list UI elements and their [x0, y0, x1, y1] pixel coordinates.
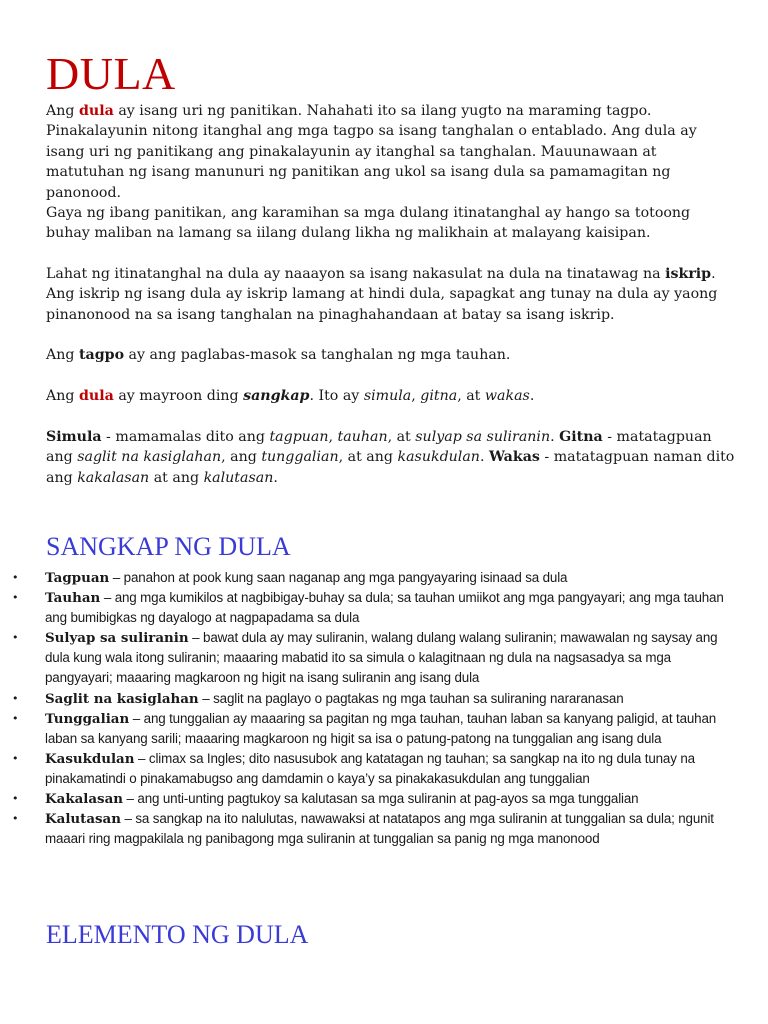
term-kasukdulan: kasukdulan — [397, 449, 480, 466]
list-item-desc: – ang unti-unting pagtukoy sa kalutasan sa mga suliranin at pag-ayos sa mga tunggalian — [122, 791, 639, 807]
list-item — [0, 628, 768, 688]
bullet-icon: • — [12, 571, 19, 584]
list-item — [0, 749, 768, 789]
bullet-icon: • — [12, 691, 19, 705]
paragraph-origin: Gaya ng ibang panitikan, ang karamihan sa mga dulang itinatanghal ay hango sa totoong buhay maliban na lamang sa iilang dulang likha ng malikhain at malayang kaisipan. — [46, 205, 691, 242]
list-item-term: Kakalasan — [45, 791, 123, 808]
paragraph-intro — [46, 101, 736, 203]
paragraph-text: , — [328, 429, 338, 445]
paragraph-text: . Ito ay — [309, 388, 364, 404]
paragraph-text: ay mayroon ding — [113, 388, 244, 404]
list-item-term: Tagpuan — [45, 570, 110, 586]
paragraph-text: ay isang uri ng panitikan. Nahahati ito sa ilang yugto na maraming tagpo. Pinakalayunin nitong itanghal ang mga tagpo sa isang tanghalan o entablado. Ang dula ay isang uri ng panitikang ang pinakalayunin ay itanghal sa tanghalan. Mauunawaan at matutuhan ng isang manunuri ng panitikan ang ukol sa isang dula sa pamamagitan ng panonood. — [46, 103, 697, 201]
paragraph-text: , at ang — [338, 449, 398, 466]
paragraph-text: - matatagpuan naman dito ang — [46, 449, 735, 486]
paragraph-text: ay ang paglabas-masok sa tanghalan ng mga tauhan. — [124, 347, 511, 363]
list-item-desc: – ang mga kumikilos at nagbibigay-buhay sa dula; sa tauhan umiikot ang mga pangyayari; ang mga tauhan ang bumibigkas ng dayalogo at nagpapadama sa dula — [45, 590, 724, 626]
list-item-term: Saglit na kasiglahan — [45, 690, 199, 707]
term-dula: dula — [78, 388, 114, 404]
paragraph-text: . Ang iskrip ng isang dula ay iskrip lamang at hindi dula, sapagkat ang tunay na dula ay yaong pinanonood na sa isang tanghalan na pinaghahandaan at batay sa isang iskrip. — [46, 266, 718, 323]
term-sulyap: sulyap sa suliranin — [415, 429, 551, 445]
bullet-icon: • — [12, 711, 19, 725]
paragraph-parts — [46, 427, 736, 488]
section-heading-sangkap: SANGKAP NG DULA — [46, 532, 291, 561]
paragraph-text: Ang — [46, 388, 79, 404]
sangkap-list — [0, 568, 768, 849]
list-item — [0, 588, 768, 628]
paragraph-text: . — [479, 449, 489, 466]
term-gitna: Gitna — [559, 429, 603, 445]
list-item — [0, 568, 768, 588]
list-item-term: Kasukdulan — [45, 750, 135, 767]
paragraph-text: , at — [387, 429, 416, 445]
bullet-icon: • — [12, 631, 19, 645]
paragraph-text: Ang — [46, 103, 79, 119]
list-item-desc: – bawat dula ay may suliranin, walang dulang walang suliranin; mawawalan ng saysay ang dula kung wala itong suliranin; maaaring mabatid ito sa simula o kalagitnaan ng dula na nagsasadya sa mga pangyayari; maaaring magkaroon ng higit na isang suliranin ang isang dula — [45, 630, 718, 686]
list-item-desc: – sa sangkap na ito nalulutas, nawawaksi at natatapos ang mga suliranin at tunggalian sa dula; ngunit maaari ring magpakilala ng panibagong mga suliranin at tunggalian sa panig ng mga manonood — [45, 811, 714, 847]
paragraph-text: , at — [457, 388, 485, 404]
list-item — [0, 709, 768, 749]
list-item-term: Tauhan — [45, 590, 101, 607]
paragraph-text: , — [411, 388, 421, 404]
paragraph-text: . — [273, 469, 278, 486]
term-wakas: wakas — [484, 388, 530, 404]
bullet-icon: • — [12, 812, 19, 826]
page-title: DULA — [46, 48, 176, 99]
term-simula: Simula — [46, 429, 102, 445]
term-tunggalian: tunggalian — [261, 449, 339, 466]
list-item-desc: – climax sa Ingles; dito nasusubok ang katatagan ng tauhan; sa sangkap na ito ng dula tunay na pinakamatindi o pinakamabugso ang damdamin o kaya’y sa pinakakasukdulan ang tunggalian — [45, 750, 695, 786]
term-kalutasan: kalutasan — [203, 469, 274, 486]
list-item-term: Kalutasan — [45, 811, 121, 828]
paragraph-tagpo — [46, 345, 736, 365]
paragraph-text: Ang — [46, 347, 79, 363]
bullet-icon: • — [12, 591, 19, 605]
list-item-desc: – ang tunggalian ay maaaring sa pagitan ng mga tauhan, tauhan laban sa kanyang paligid, at tauhan laban sa kanyang sarili; maaaring magkaroon ng higit sa isa o patung-patong na tunggalian ang isang dula — [45, 710, 717, 746]
term-sangkap: sangkap — [243, 388, 310, 404]
paragraph-iskrip — [46, 264, 736, 325]
term-saglit: saglit na kasiglahan — [77, 449, 222, 466]
term-gitna: gitna — [420, 388, 458, 404]
paragraph-text: at ang — [149, 469, 204, 486]
term-wakas: Wakas — [488, 449, 540, 466]
list-item — [0, 689, 768, 709]
list-item-desc: – panahon at pook kung saan naganap ang mga pangyayaring isinaad sa dula — [109, 570, 568, 585]
list-item — [0, 789, 768, 809]
list-item-term: Tunggalian — [45, 710, 130, 727]
term-tagpo: tagpo — [78, 347, 125, 363]
term-tagpuan: tagpuan — [269, 429, 329, 445]
list-item — [0, 809, 768, 849]
list-item-desc: – saglit na paglayo o pagtakas ng mga tauhan sa suliraning nararanasan — [198, 690, 624, 706]
bullet-icon: • — [12, 751, 19, 765]
term-simula: simula — [363, 388, 412, 404]
paragraph-text: Lahat ng itinatanghal na dula ay naaayon sa isang nakasulat na dula na tinatawag na — [46, 266, 666, 282]
paragraph-text: . — [550, 429, 560, 445]
paragraph-text: , ang — [221, 449, 262, 466]
paragraph-sangkap — [46, 386, 736, 406]
paragraph-text: - matatagpuan ang — [46, 429, 712, 466]
list-item-term: Sulyap sa suliranin — [45, 630, 189, 647]
term-kakalasan: kakalasan — [77, 469, 150, 486]
paragraph-text: - mamamalas dito ang — [101, 429, 270, 445]
term-dula: dula — [78, 103, 114, 119]
term-iskrip: iskrip — [665, 266, 712, 282]
bullet-icon: • — [12, 792, 19, 806]
paragraph-text: . — [529, 388, 535, 404]
section-heading-elemento: ELEMENTO NG DULA — [46, 920, 309, 949]
term-tauhan: tauhan — [337, 429, 388, 445]
